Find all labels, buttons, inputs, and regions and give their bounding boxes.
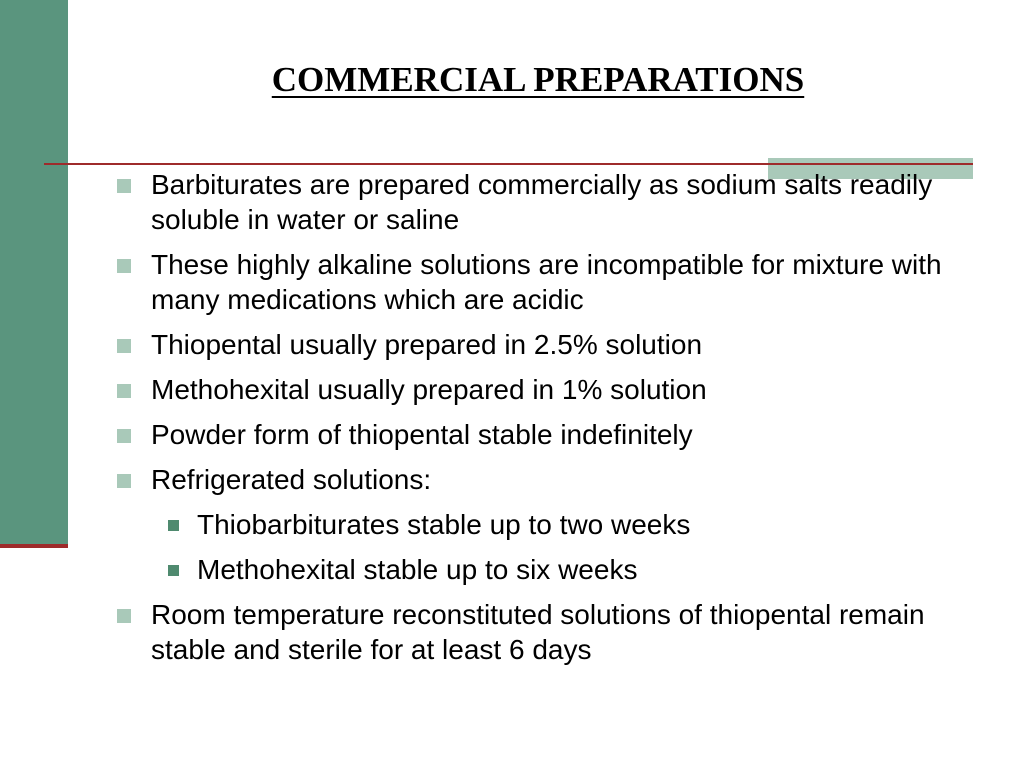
square-bullet-icon bbox=[168, 565, 179, 576]
bullet-item bbox=[110, 372, 990, 407]
square-bullet-icon bbox=[168, 520, 179, 531]
bullet-text: Refrigerated solutions: bbox=[151, 464, 432, 495]
square-bullet-icon bbox=[117, 259, 131, 273]
bullet-item bbox=[110, 167, 990, 237]
slide-title: COMMERCIAL PREPARATIONS bbox=[271, 60, 805, 99]
bullet-item bbox=[110, 327, 990, 362]
bullet-text: Methohexital usually prepared in 1% solution bbox=[151, 374, 707, 405]
side-band-decoration bbox=[0, 0, 68, 545]
sub-bullet-item bbox=[110, 507, 990, 542]
bullet-text: Powder form of thiopental stable indefinitely bbox=[151, 419, 693, 450]
sub-bullet-item bbox=[110, 552, 990, 587]
square-bullet-icon bbox=[117, 339, 131, 353]
square-bullet-icon bbox=[117, 474, 131, 488]
sub-bullet-text: Methohexital stable up to six weeks bbox=[197, 554, 638, 585]
sub-bullet-text: Thiobarbiturates stable up to two weeks bbox=[197, 509, 691, 540]
bullet-item bbox=[110, 247, 990, 317]
bullet-text: Barbiturates are prepared commercially as sodium salts readily soluble in water or saline bbox=[151, 169, 933, 235]
bullet-item bbox=[110, 462, 990, 497]
title-divider-rule bbox=[44, 163, 973, 165]
square-bullet-icon bbox=[117, 384, 131, 398]
bullet-item bbox=[110, 597, 990, 667]
square-bullet-icon bbox=[117, 179, 131, 193]
bullet-text: These highly alkaline solutions are incompatible for mixture with many medications which are acidic bbox=[151, 249, 942, 315]
bullet-item bbox=[110, 417, 990, 452]
side-band-rule bbox=[0, 544, 68, 548]
square-bullet-icon bbox=[117, 429, 131, 443]
bullet-text: Room temperature reconstituted solutions of thiopental remain stable and sterile for at least 6 days bbox=[151, 599, 925, 665]
bullet-list bbox=[110, 167, 990, 667]
square-bullet-icon bbox=[117, 609, 131, 623]
bullet-text: Thiopental usually prepared in 2.5% solution bbox=[151, 329, 703, 360]
